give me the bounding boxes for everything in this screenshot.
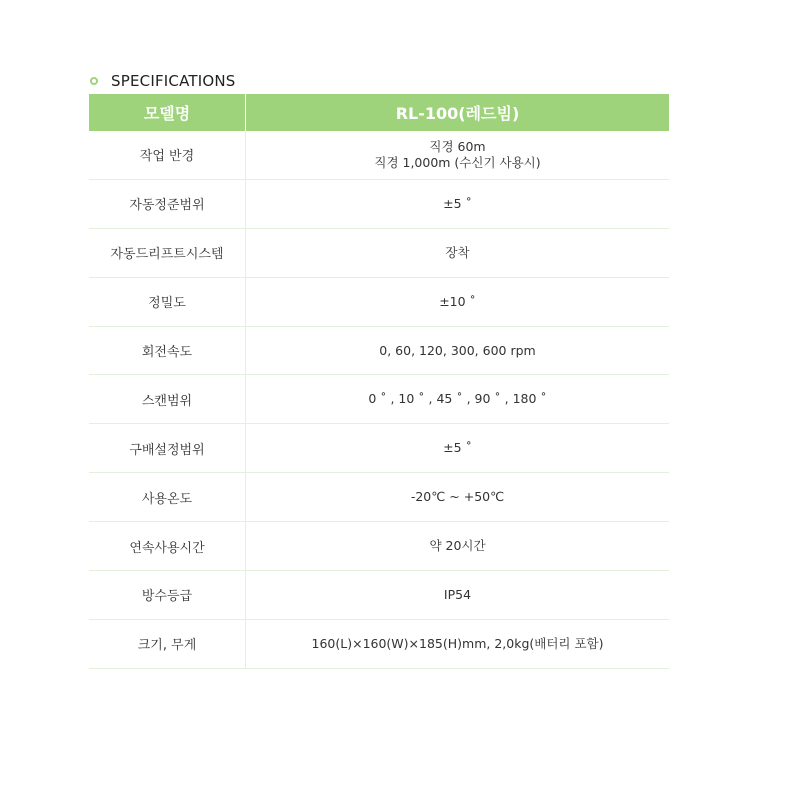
table-row: [89, 571, 669, 620]
row-value-line: ±5 ˚: [443, 195, 472, 211]
row-value: [246, 473, 669, 521]
row-value: [246, 424, 669, 472]
row-value: [246, 571, 669, 619]
section-title: SPECIFICATIONS: [111, 72, 236, 90]
table-header: [89, 94, 669, 131]
header-label: 모델명: [89, 94, 246, 131]
table-row: [89, 229, 669, 278]
row-label: 크기, 무게: [89, 620, 246, 668]
row-value: [246, 375, 669, 423]
row-value-line: ±10 ˚: [439, 293, 476, 309]
row-label: 자동드리프트시스템: [89, 229, 246, 277]
row-value-line: ±5 ˚: [443, 440, 472, 456]
table-row: [89, 278, 669, 327]
table-row: [89, 473, 669, 522]
row-value-line: 직경 1,000m (수신기 사용시): [374, 154, 541, 170]
table-body: [89, 131, 669, 669]
table-row: [89, 131, 669, 180]
row-value: [246, 620, 669, 668]
row-value: [246, 522, 669, 570]
row-value-line: 장착: [445, 244, 470, 260]
row-value-line: IP54: [443, 586, 472, 602]
row-value: [246, 131, 669, 179]
circle-bullet-icon: [90, 77, 98, 85]
row-label: 작업 반경: [89, 131, 246, 179]
row-value-line: -20℃ ~ +50℃: [410, 489, 505, 505]
table-row: [89, 620, 669, 669]
row-value-line: 160(L)×160(W)×185(H)mm, 2,0kg(배터리 포함): [311, 635, 604, 651]
table-row: [89, 522, 669, 571]
row-value: [246, 229, 669, 277]
header-value: RL-100(레드빔): [395, 104, 520, 123]
row-value-line: 약 20시간: [429, 538, 486, 554]
row-label: 방수등급: [89, 571, 246, 619]
table-row: [89, 375, 669, 424]
table-row: [89, 424, 669, 473]
row-value-line: 0, 60, 120, 300, 600 rpm: [379, 342, 536, 358]
spec-table: [89, 94, 669, 669]
row-label: 구배설정범위: [89, 424, 246, 472]
row-label: 정밀도: [89, 278, 246, 326]
row-value: [246, 180, 669, 228]
row-label: 연속사용시간: [89, 522, 246, 570]
row-value: [246, 327, 669, 375]
row-value-line: 0 ˚ , 10 ˚ , 45 ˚ , 90 ˚ , 180 ˚: [368, 391, 547, 407]
table-row: [89, 327, 669, 376]
row-label: 회전속도: [89, 327, 246, 375]
row-label: 사용온도: [89, 473, 246, 521]
row-label: 스캔범위: [89, 375, 246, 423]
row-label: 자동정준범위: [89, 180, 246, 228]
row-value: [246, 278, 669, 326]
section-heading: [90, 70, 236, 92]
table-row: [89, 180, 669, 229]
row-value-line: 직경 60m: [429, 138, 486, 154]
